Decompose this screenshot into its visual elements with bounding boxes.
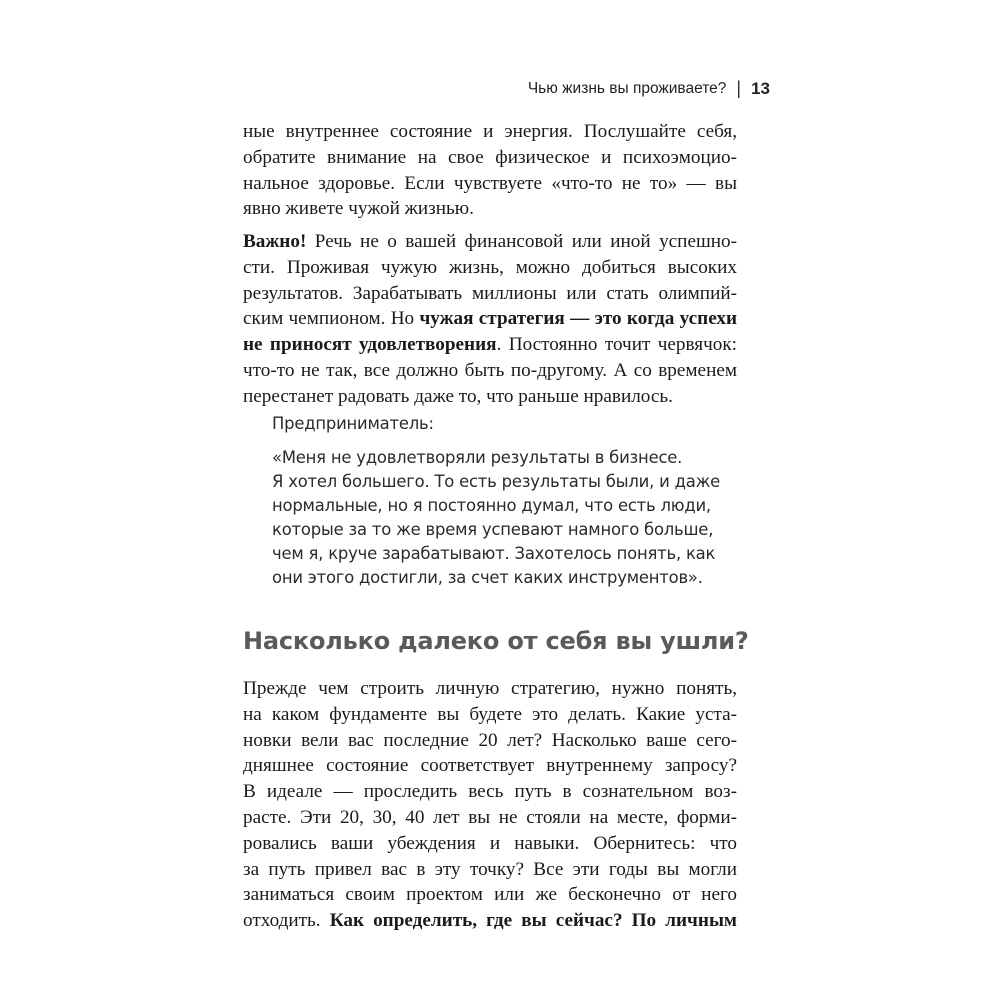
quote-line: они этого достигли, за счет каких инструментов».	[272, 568, 703, 587]
text-line: за путь привел вас в эту точку? Все эти годы вы могли	[243, 858, 737, 880]
section-heading: Насколько далеко от себя вы ушли?	[243, 627, 749, 655]
text-line: перестанет радовать даже то, что раньше нравилось.	[243, 385, 673, 407]
text-line: что-то не так, все должно быть по-другому. А со временем	[243, 359, 737, 381]
emphasis-text: не приносят удовлетворения	[243, 334, 497, 356]
text-line: дняшнее состояние соответствует внутреннему запросу?	[243, 755, 737, 777]
quote-line: которые за то же время успевают намного больше,	[272, 520, 714, 539]
text-line	[243, 306, 737, 332]
quote-block	[272, 446, 724, 590]
quote-line: Я хотел большего. То есть результаты были, и даже	[272, 472, 721, 491]
text-line: расте. Эти 20, 30, 40 лет вы не стояли на месте, форми-	[243, 806, 737, 828]
quote-line: нормальные, но я постоянно думал, что есть люди,	[272, 496, 711, 515]
paragraph-2	[243, 229, 737, 410]
text-line: заниматься своим проектом или же бесконечно от него	[243, 884, 737, 906]
text-line	[243, 908, 737, 934]
page-number: 13	[751, 78, 770, 98]
text-line: нальное здоровье. Если чувствуете «что-то не то» — вы	[243, 172, 737, 194]
text-line: ные внутреннее состояние и энергия. Послушайте себя,	[243, 121, 737, 142]
text-line: обратите внимание на свое физическое и психоэмоцио-	[243, 146, 737, 168]
quote-speaker: Предприниматель:	[272, 414, 434, 433]
text-line	[243, 332, 737, 358]
quote-attribution	[272, 412, 724, 436]
text-line: новки вели вас последние 20 лет? Насколько ваше сего-	[243, 729, 737, 751]
text-line: явно живете чужой жизнью.	[243, 198, 474, 220]
text-line: ровались ваши убеждения и навыки. Обернитесь: что	[243, 832, 737, 854]
emphasis-text: Как определить, где вы сейчас? По личным	[329, 910, 737, 932]
text-line	[243, 229, 737, 255]
running-title: Чью жизнь вы проживаете?	[527, 79, 727, 97]
text-span: ским чемпионом. Но	[243, 308, 420, 330]
quote-line: чем я, круче зарабатывают. Захотелось понять, как	[272, 544, 716, 563]
emphasis-text: чужая стратегия — это когда успехи	[419, 308, 737, 330]
paragraph-1	[243, 119, 737, 222]
header-divider: |	[736, 78, 742, 98]
text-line: В идеале — проследить весь путь в сознательном воз-	[243, 781, 737, 803]
text-span: . Постоянно точит червячок:	[496, 334, 737, 356]
text-line: на каком фундаменте вы будете это делать. Какие уста-	[243, 703, 737, 725]
important-label: Важно!	[243, 231, 307, 252]
paragraph-3	[243, 676, 737, 934]
text-line: результатов. Зарабатывать миллионы или стать олимпий-	[243, 282, 737, 304]
text-span: Речь не о вашей финансовой или иной успешно-	[306, 231, 737, 252]
text-span: отходить.	[243, 910, 330, 932]
running-head	[500, 78, 770, 99]
text-line: Прежде чем строить личную стратегию, нужно понять,	[243, 678, 737, 699]
quote-line: «Меня не удовлетворяли результаты в бизнесе.	[272, 448, 683, 467]
text-line: сти. Проживая чужую жизнь, можно добиться высоких	[243, 256, 737, 278]
